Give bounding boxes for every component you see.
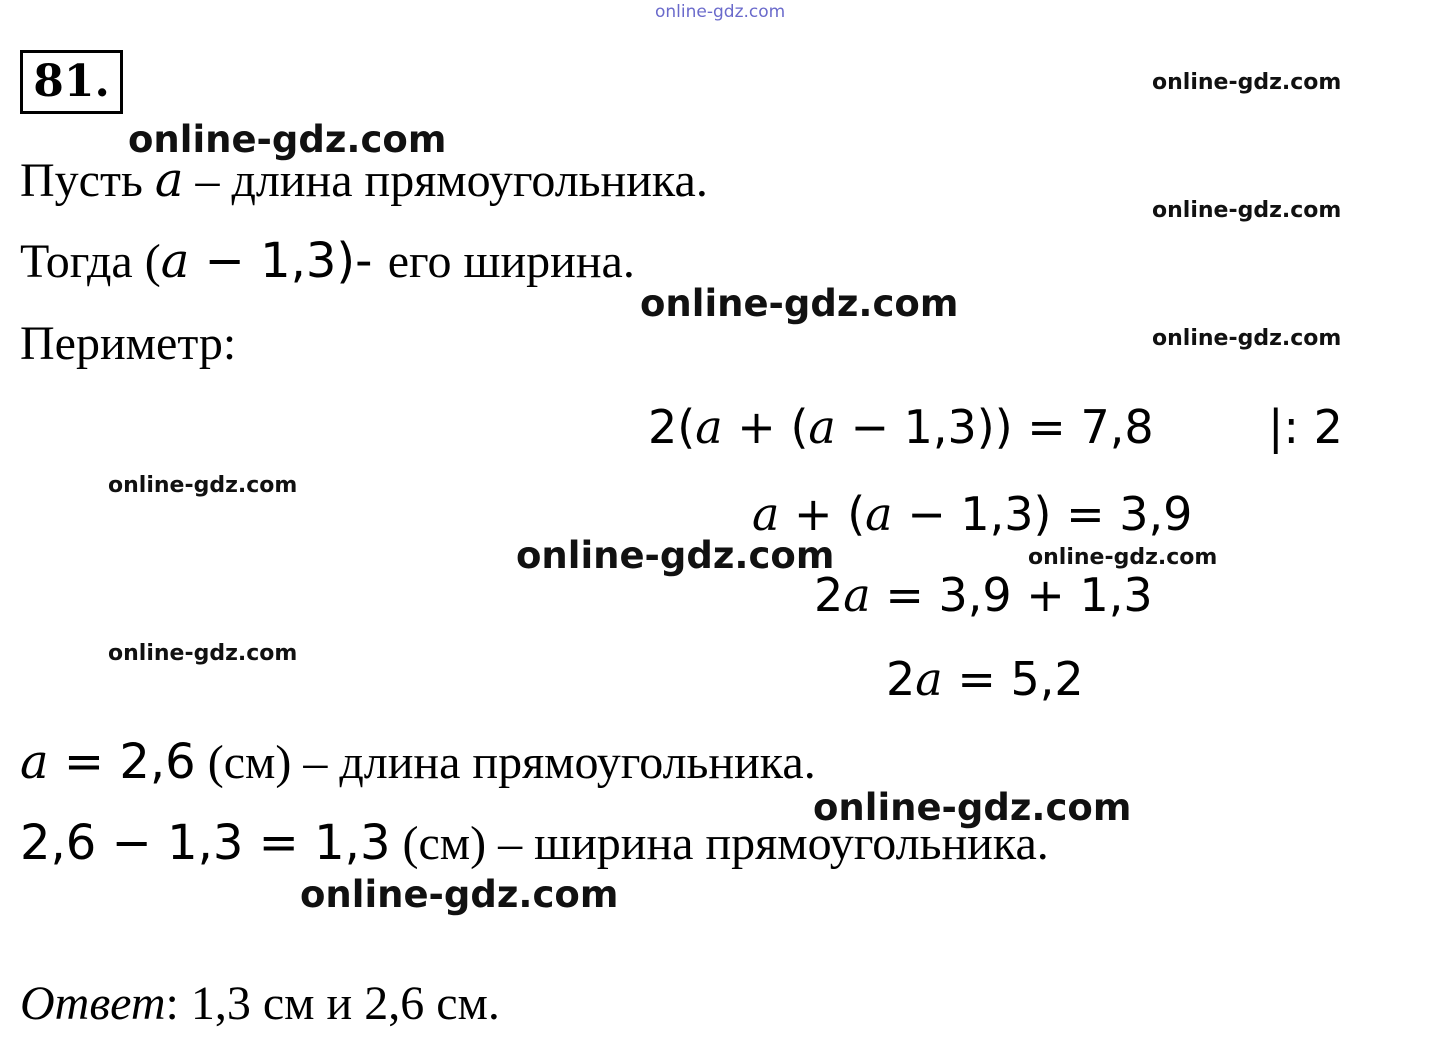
- variable: a: [915, 652, 943, 706]
- equation-4: [886, 652, 1084, 706]
- math-segment: 2,6 − 1,3 = 1,3: [20, 815, 391, 871]
- math-segment: = 3,9 + 1,3: [870, 568, 1153, 622]
- math-segment: − 1,3)-: [189, 233, 388, 289]
- text-segment: его ширина.: [387, 235, 635, 288]
- variable: a: [808, 400, 836, 454]
- watermark: online-gdz.com: [516, 534, 835, 577]
- divide-note: |: 2: [1268, 400, 1343, 454]
- math-segment: 2: [814, 568, 844, 622]
- watermark: online-gdz.com: [108, 473, 298, 498]
- variable: a: [20, 734, 49, 790]
- watermark: online-gdz.com: [640, 282, 959, 325]
- variable: a: [154, 152, 184, 208]
- equation-2: [752, 487, 1192, 541]
- math-segment: + (: [779, 487, 866, 541]
- math-segment: = 5,2: [942, 652, 1084, 706]
- text-segment: Пусть: [20, 154, 155, 207]
- text-segment: (см) – длина прямоугольника.: [195, 736, 816, 789]
- watermark: online-gdz.com: [1152, 326, 1342, 351]
- watermark: online-gdz.com: [813, 786, 1132, 829]
- answer: [20, 976, 500, 1031]
- watermark: online-gdz.com: [108, 641, 298, 666]
- text-segment: Тогда (: [20, 235, 161, 288]
- watermark: online-gdz.com: [300, 873, 619, 916]
- intro-line-1: [20, 152, 708, 208]
- variable: a: [695, 400, 723, 454]
- text-segment: – длина прямоугольника.: [183, 154, 708, 207]
- variable: a: [843, 568, 871, 622]
- answer-label: Ответ: [20, 977, 166, 1030]
- equation-3: [814, 568, 1153, 622]
- variable: a: [865, 487, 893, 541]
- math-segment: − 1,3)) = 7,8: [835, 400, 1154, 454]
- intro-line-2: [20, 233, 635, 289]
- result-length: [20, 734, 816, 790]
- variable: a: [160, 233, 190, 289]
- watermark: online-gdz.com: [128, 118, 447, 161]
- equation-1: [648, 400, 1154, 454]
- watermark-top: online-gdz.com: [655, 2, 786, 22]
- math-segment: + (: [722, 400, 809, 454]
- perimeter-label: Периметр:: [20, 317, 237, 370]
- result-width: [20, 815, 1049, 871]
- math-segment: − 1,3) = 3,9: [892, 487, 1193, 541]
- variable: a: [752, 487, 780, 541]
- math-segment: 2: [886, 652, 916, 706]
- problem-number: 81.: [20, 50, 123, 114]
- text-segment: (см) – ширина прямоугольника.: [390, 817, 1049, 870]
- answer-text: : 1,3 см и 2,6 см.: [165, 977, 500, 1030]
- watermark: online-gdz.com: [1152, 70, 1342, 95]
- watermark: online-gdz.com: [1028, 545, 1218, 570]
- math-segment: 2(: [648, 400, 696, 454]
- watermark: online-gdz.com: [1152, 198, 1342, 223]
- math-segment: = 2,6: [48, 734, 196, 790]
